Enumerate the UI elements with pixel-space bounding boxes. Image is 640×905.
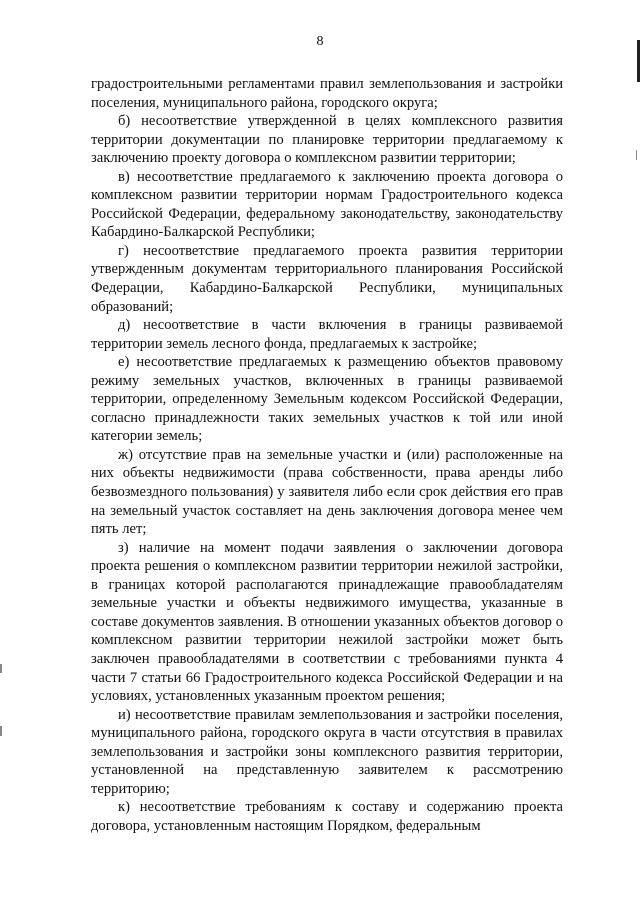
paragraph-item-i: и) несоответствие правилам землепользования и застройки поселения, муниципального района, городского округа в части отсутствия в правилах землепользования и застройки зоны комплексного развития территории, установленной на представленную заявителем к рассмотрению территорию; [91,706,563,797]
scan-edge-mark-left [0,664,2,673]
paragraph-item-e: е) несоответствие предлагаемых к размещению объектов правовому режиму земельных участков, включенных в границы развиваемой территории, определенному Земельным кодексом Российской Федерации, согласно принадлежности таких земельных участков к той или иной категории земель; [91,354,563,445]
paragraph-continuation: градостроительными регламентами правил землепользования и застройки поселения, муниципального района, городского округа; [91,76,563,111]
page-number: 8 [316,34,324,49]
paragraph-item-d: д) несоответствие в части включения в границы развиваемой территории земель лесного фонда, предлагаемых к застройке; [91,317,563,352]
paragraph-item-zh: ж) отсутствие прав на земельные участки и (или) расположенные на них объекты недвижимости (права собственности, права аренды либо безвозмездного пользования) у заявителя либо если срок действия его прав на земельный участок составляет на день заключения договора менее чем пять лет; [91,446,563,538]
paragraph-item-z: з) наличие на момент подачи заявления о заключении договора проекта решения о комплексном развитии территории нежилой застройки, в границах которой располагаются принадлежащие правообладателям земельные участки и объекты недвижимого имущества, указанные в составе документов заявления. В отношении указанных объектов договор о комплексном развитии территории нежилой застройки может быть заключен правообладателями в соответствии с требованиями пункта 4 части 7 статьи 66 Градостроительного кодекса Российской Федерации и на условиях, установленных указанным проектом решения; [91,539,563,705]
scan-edge-mark-left-lower [0,726,2,736]
paragraph-item-k: к) несоответствие требованиям к составу и содержанию проекта договора, установленным настоящим Порядком, федеральным [91,799,563,834]
paragraph-item-v: в) несоответствие предлагаемого к заключению проекта договора о комплексном развитии территории нормам Градостроительного кодекса Российской Федерации, федеральному законодательству, законодательству Кабардино-Балкарской Республики; [91,168,563,241]
paragraph-item-g: г) несоответствие предлагаемого проекта развития территории утвержденным документам территориального планирования Российской Федерации, Кабардино-Балкарской Республики, муниципальных образований; [91,242,563,315]
paragraph-item-b: б) несоответствие утвержденной в целях комплексного развития территории документации по планировке территории предлагаемому к заключению проекту договора о комплексном развитии территории; [91,113,563,167]
scan-edge-mark-right-small [636,150,637,160]
document-body [91,75,563,835]
